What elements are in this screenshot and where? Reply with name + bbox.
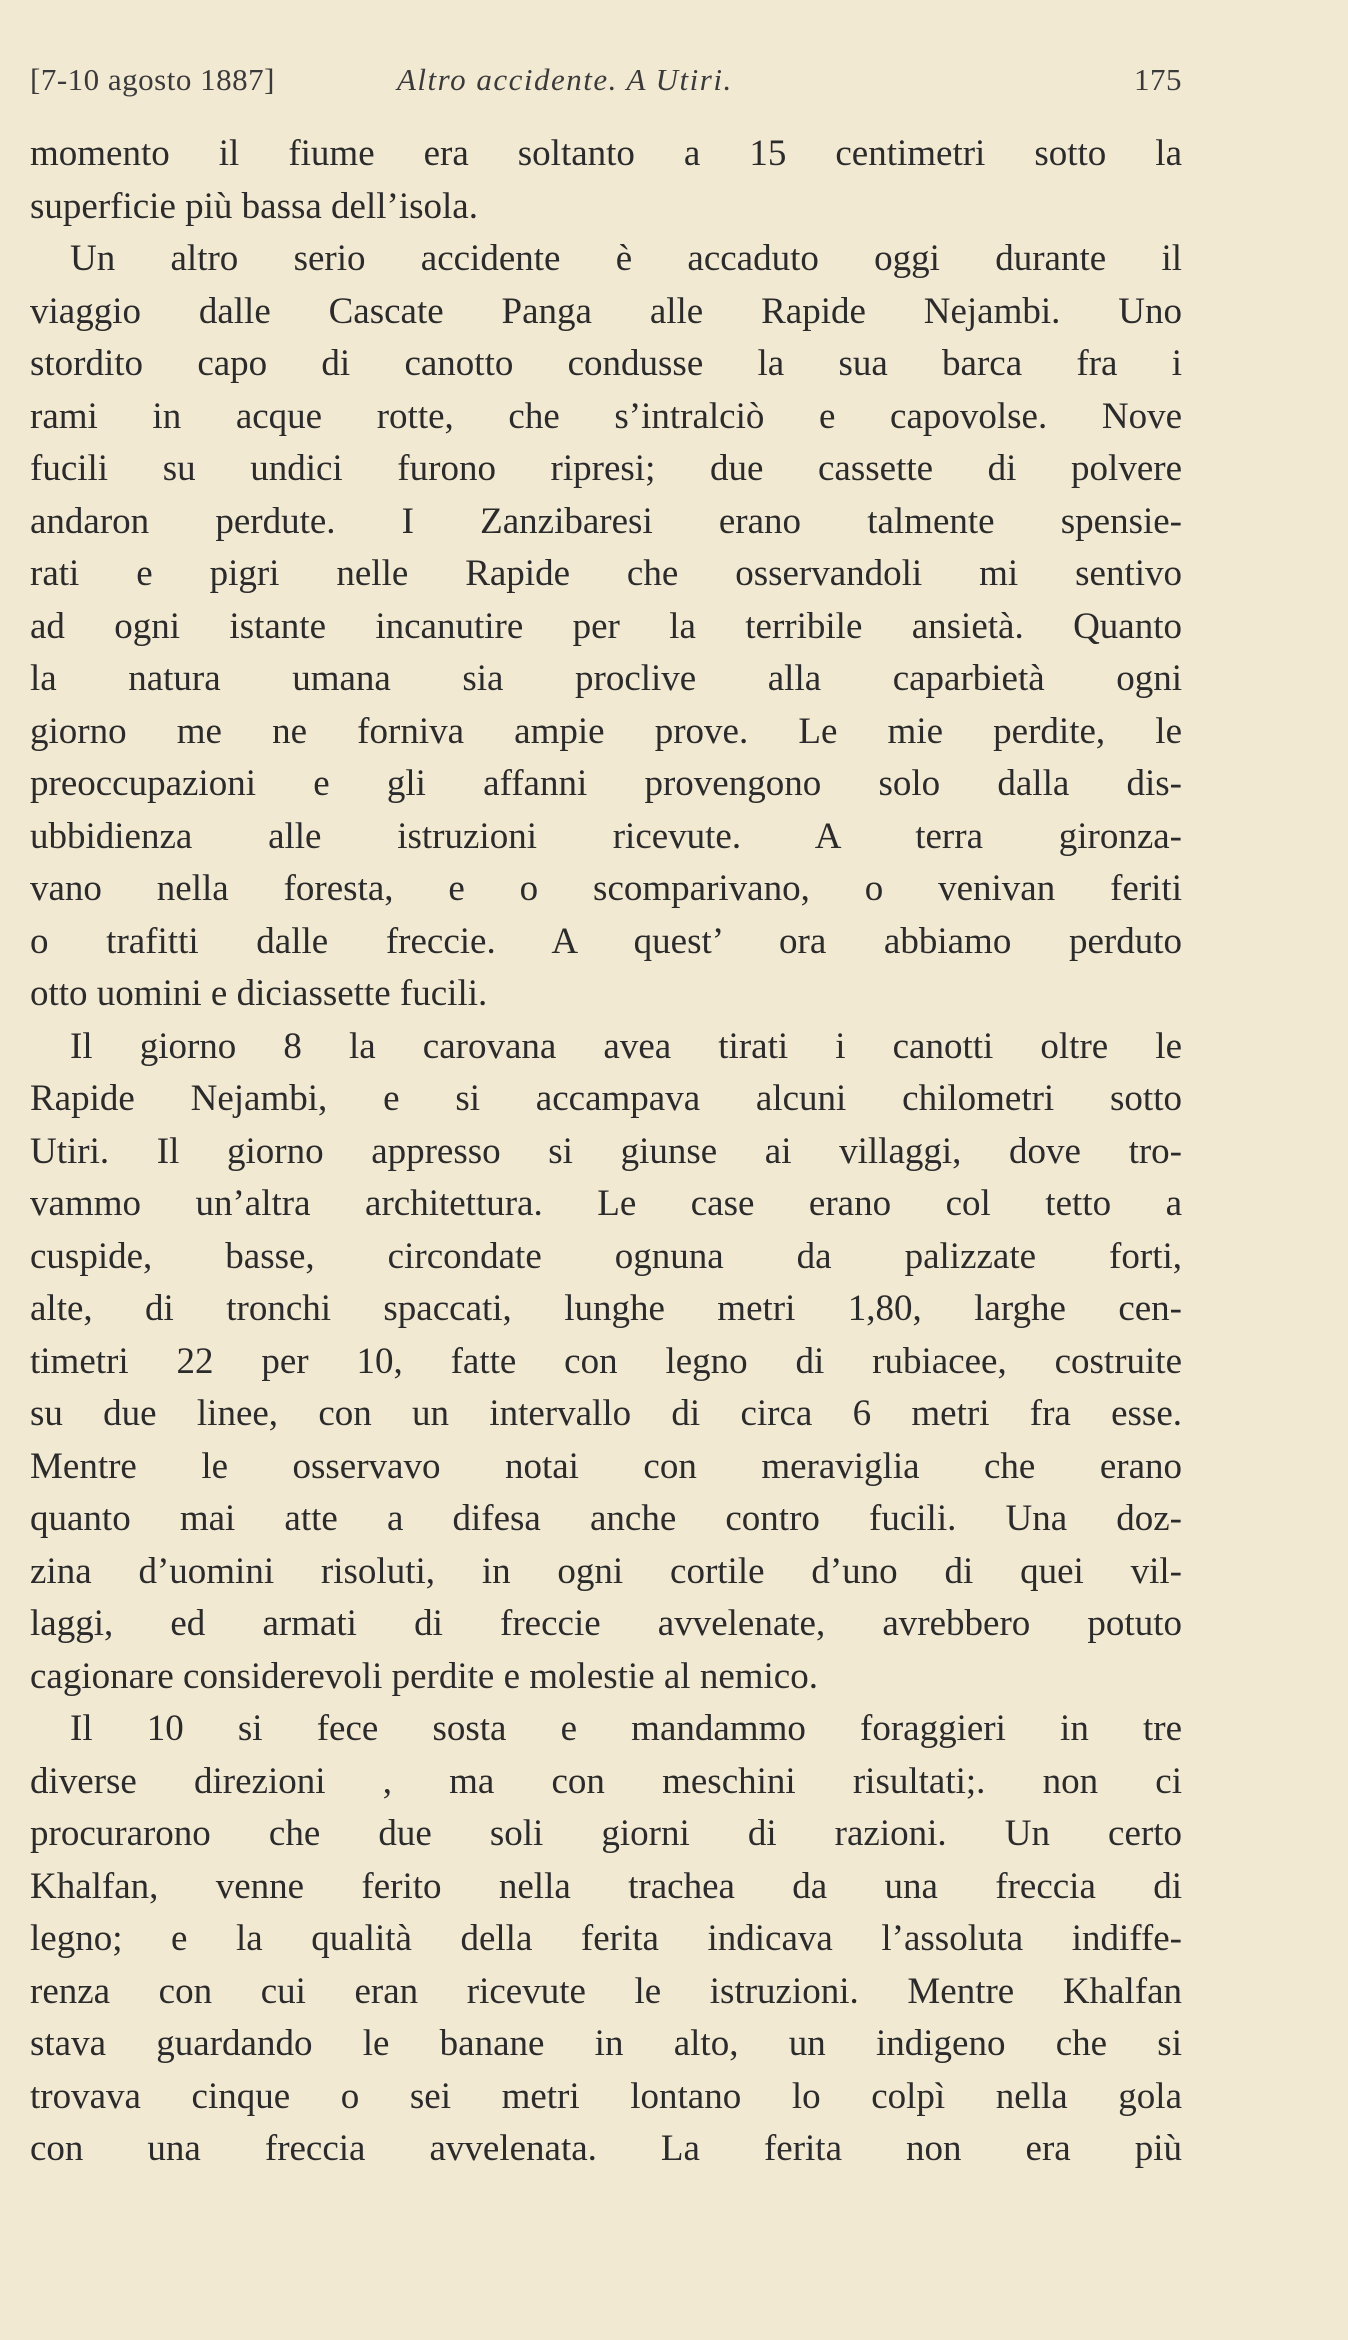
text-line: vano nella foresta, e o scomparivano, o venivan feriti <box>30 868 1182 909</box>
text-line: procurarono che due soli giorni di razioni. Un certo <box>30 1813 1182 1854</box>
text-line: andaron perdute. I Zanzibaresi erano talmente spensie- <box>30 500 1182 542</box>
text-line: vammo un’altra architettura. Le case erano col tetto a <box>30 1183 1182 1224</box>
text-line: momento il fiume era soltanto a 15 centimetri sotto la <box>30 133 1182 174</box>
text-line: su due linee, con un intervallo di circa 6 metri fra esse. <box>30 1393 1182 1434</box>
text-line: superficie più bassa dell’isola. <box>30 185 478 227</box>
page-number: 175 <box>1134 62 1182 97</box>
text-line: stordito capo di canotto condusse la sua barca fra i <box>30 343 1182 384</box>
text-line: timetri 22 per 10, fatte con legno di rubiacee, costruite <box>30 1340 1182 1382</box>
text-line: quanto mai atte a difesa anche contro fucili. Una doz- <box>30 1498 1182 1539</box>
text-line: otto uomini e diciassette fucili. <box>30 973 488 1014</box>
text-line: cagionare considerevoli perdite e molestie al nemico. <box>30 1655 818 1697</box>
text-line: viaggio dalle Cascate Panga alle Rapide Nejambi. Uno <box>30 290 1182 332</box>
header-date-range: [7-10 agosto 1887] <box>30 62 275 97</box>
header-chapter-title: Altro accidente. A Utiri. <box>397 62 733 97</box>
text-line: laggi, ed armati di freccie avvelenate, avrebbero potuto <box>30 1603 1182 1644</box>
text-line: rami in acque rotte, che s’intralciò e capovolse. Nove <box>30 395 1182 437</box>
text-line: alte, di tronchi spaccati, lunghe metri 1,80, larghe cen- <box>30 1288 1182 1329</box>
text-line: cuspide, basse, circondate ognuna da palizzate forti, <box>30 1235 1182 1277</box>
text-line: diverse direzioni , ma con meschini risultati;. non ci <box>30 1760 1182 1802</box>
text-line: renza con cui eran ricevute le istruzioni. Mentre Khalfan <box>30 1970 1182 2012</box>
text-line: rati e pigri nelle Rapide che osservandoli mi sentivo <box>30 553 1182 594</box>
text-line: Rapide Nejambi, e si accampava alcuni chilometri sotto <box>30 1078 1182 1119</box>
text-line: Utiri. Il giorno appresso si giunse ai villaggi, dove tro- <box>30 1130 1182 1172</box>
text-line: trovava cinque o sei metri lontano lo colpì nella gola <box>30 2075 1182 2117</box>
text-line: fucili su undici furono ripresi; due cassette di polvere <box>30 448 1182 489</box>
text-line: zina d’uomini risoluti, in ogni cortile d’uno di quei vil- <box>30 1550 1182 1592</box>
text-line: ubbidienza alle istruzioni ricevute. A terra gironza- <box>30 815 1182 857</box>
text-line: Il 10 si fece sosta e mandammo foraggieri in tre <box>70 1708 1182 1749</box>
text-line: con una freccia avvelenata. La ferita non era più <box>30 2128 1182 2169</box>
text-line: Un altro serio accidente è accaduto oggi durante il <box>70 238 1182 279</box>
text-line: stava guardando le banane in alto, un indigeno che si <box>30 2023 1182 2064</box>
text-line: legno; e la qualità della ferita indicava l’assoluta indiffe- <box>30 1918 1182 1959</box>
text-line: Mentre le osservavo notai con meraviglia che erano <box>30 1445 1182 1487</box>
running-header <box>30 62 1182 106</box>
text-line: giorno me ne forniva ampie prove. Le mie perdite, le <box>30 710 1182 752</box>
text-line: preoccupazioni e gli affanni provengono solo dalla dis- <box>30 763 1182 804</box>
text-line: ad ogni istante incanutire per la terribile ansietà. Quanto <box>30 605 1182 647</box>
text-line: o trafitti dalle freccie. A quest’ ora abbiamo perduto <box>30 920 1182 962</box>
body-text <box>30 128 1182 2176</box>
text-line: la natura umana sia proclive alla caparbietà ogni <box>30 658 1182 699</box>
text-line: Il giorno 8 la carovana avea tirati i canotti oltre le <box>70 1025 1182 1067</box>
text-line: Khalfan, venne ferito nella trachea da una freccia di <box>30 1865 1182 1907</box>
